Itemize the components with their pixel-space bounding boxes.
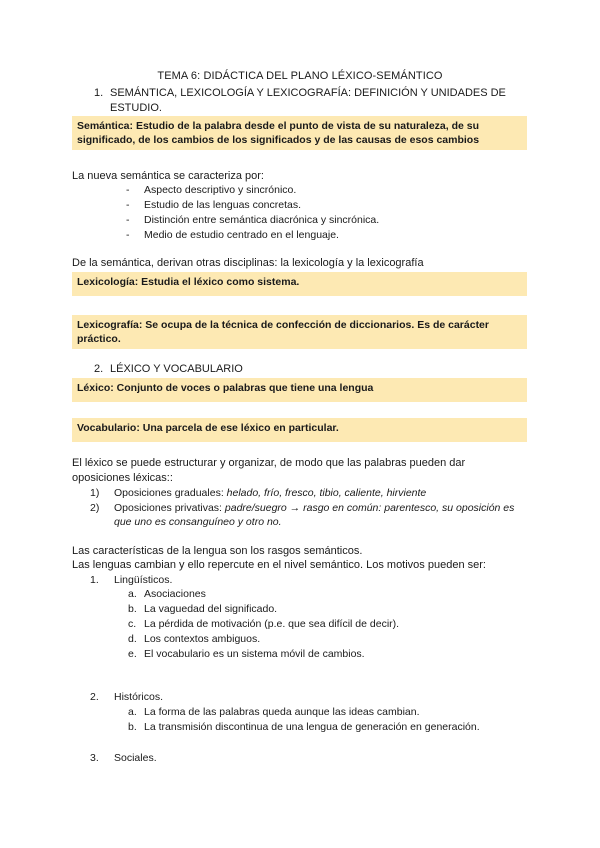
semantica-definition-box: Semántica: Estudio de la palabra desde el punto de vista de su naturaleza, de su significado, de los cambios de los significados y de las causas de esos cambios [72,116,527,150]
motivo-label: Históricos. [114,691,164,703]
item-label: Oposiciones graduales: [114,487,227,499]
derivan-text: De la semántica, derivan otras disciplinas: la lexicología y la lexicografía [72,257,424,269]
motivo-label: Lingüísticos. [114,574,173,586]
motivo-2-sublist [128,705,480,735]
section-2-number: 2. [94,363,104,375]
list-item: b. La vaguedad del significado. [128,603,278,615]
dash-bullet: - [126,184,130,196]
dash-bullet: - [126,229,130,241]
section-1-number: 1. [94,87,104,99]
list-item: - Distinción entre semántica diacrónica y sincrónica. [126,214,380,226]
list-item: - Aspecto descriptivo y sincrónico. [126,184,297,196]
motivo-2: 2. Históricos. [90,691,164,703]
list-item: - Estudio de las lenguas concretas. [126,199,302,211]
dash-bullet: - [126,214,130,226]
section-1-heading [94,86,514,116]
item-example: helado, frío, fresco, tibio, caliente, hirviente [226,487,427,499]
list-item: 1) Oposiciones graduales: helado, frío, fresco, tibio, caliente, hirviente [90,487,427,499]
list-item: - Medio de estudio centrado en el lenguaje. [126,229,339,241]
list-item: a. Asociaciones [128,588,206,600]
list-item: c. La pérdida de motivación (p.e. que sea difícil de decir). [128,618,400,630]
section-1-text: SEMÁNTICA, LEXICOLOGÍA Y LEXICOGRAFÍA: DEFINICIÓN Y UNIDADES DE ESTUDIO. [110,87,506,114]
motivo-3: 3. Sociales. [90,752,157,764]
section-2-heading [94,362,394,377]
section-2-text: LÉXICO Y VOCABULARIO [110,363,243,375]
lexicologia-definition-box: Lexicología: Estudia el léxico como sistema. [72,272,527,296]
page-title: TEMA 6: DIDÁCTICA DEL PLANO LÉXICO-SEMÁNTICO [157,70,443,82]
lexicografia-definition-box: Lexicografía: Se ocupa de la técnica de confección de diccionarios. Es de carácter práctico. [72,315,527,349]
list-item: b. La transmisión discontinua de una lengua de generación en generación. [128,721,480,733]
vocabulario-definition-box: Vocabulario: Una parcela de ese léxico en particular. [72,418,527,442]
item-example: padre/suegro → rasgo en común: parentesco, su oposición es que uno es consanguíneo y otro no. [114,501,515,528]
item-label: Oposiciones privativas: [114,501,225,514]
dash-bullet: - [126,199,130,211]
nueva-semantica-list [126,183,379,243]
estructura-intro: El léxico se puede estructurar y organizar, de modo que las palabras pueden dar oposiciones léxicas:: [72,457,466,484]
motivo-label: Sociales. [114,752,157,764]
caracteristicas-text: Las características de la lengua son los rasgos semánticos. [72,545,363,557]
oposiciones-list [90,486,530,530]
motivo-1: 1. Lingüísticos. [90,574,173,586]
list-item: d. Los contextos ambiguos. [128,633,261,645]
lexico-definition-box: Léxico: Conjunto de voces o palabras que tiene una lengua [72,378,527,402]
list-item: 2) Oposiciones privativas: padre/suegro → rasgo en común: parentesco, su oposición es que uno es consanguíneo y otro no. [90,501,515,528]
list-item: e. El vocabulario es un sistema móvil de cambios. [128,648,365,660]
cambian-text: Las lenguas cambian y ello repercute en el nivel semántico. Los motivos pueden ser: [72,559,486,571]
motivo-1-sublist [128,587,399,662]
list-item: a. La forma de las palabras queda aunque las ideas cambian. [128,706,420,718]
nueva-semantica-intro: La nueva semántica se caracteriza por: [72,170,264,182]
